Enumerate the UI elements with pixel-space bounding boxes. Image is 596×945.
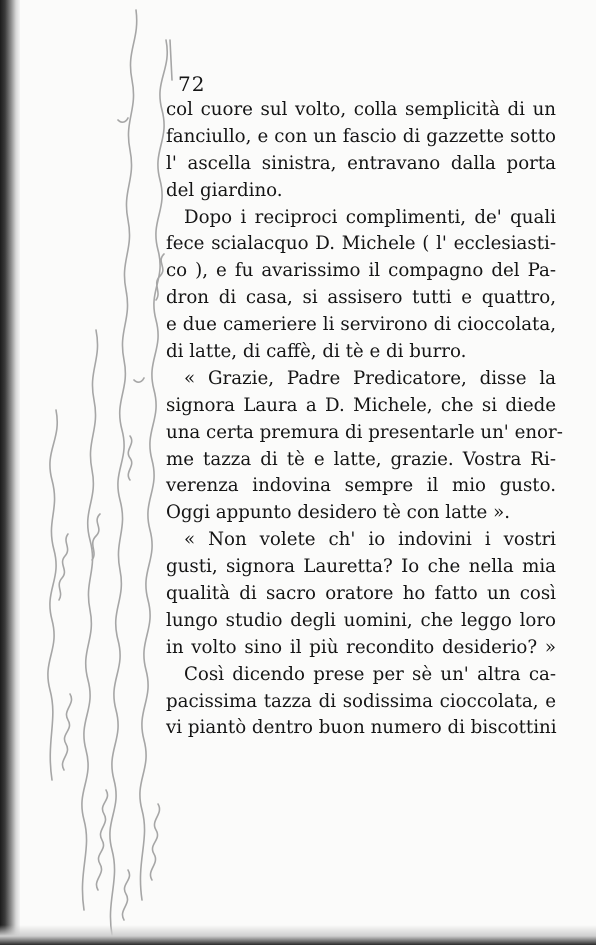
text-line: dron di casa, si assisero tutti e quattro,: [166, 287, 556, 309]
text-line: « Grazie, Padre Predicatore, disse la: [184, 367, 556, 389]
text-line: verenza indovina sempre il mio gusto.: [166, 475, 556, 497]
text-line: in volto sino il più recondito desiderio? »: [166, 636, 556, 658]
text-line: vi piantò dentro buon numero di biscottini: [166, 717, 557, 739]
text-line: signora Laura a D. Michele, che si diede: [166, 394, 556, 416]
text-line: e due cameriere li servirono di cioccolata,: [166, 314, 556, 336]
text-line: lungo studio degli uomini, che leggo loro: [166, 609, 556, 631]
page-number: 72: [178, 72, 206, 96]
text-line: gusti, signora Lauretta? Io che nella mia: [166, 556, 556, 578]
text-line: Oggi appunto desidero tè con latte ».: [166, 502, 510, 524]
text-line: fece scialacquo D. Michele ( l' ecclesiasti-: [166, 233, 556, 255]
text-line: pacissima tazza di sodissima cioccolata, e: [166, 690, 556, 712]
text-line: co ), e fu avarissimo il compagno del Pa-: [166, 260, 556, 282]
text-line: del giardino.: [166, 179, 283, 201]
text-line: una certa premura di presentarle un' enor-: [166, 421, 563, 443]
handwritten-marginalia: [12, 0, 182, 945]
body-text: [166, 97, 563, 742]
binding-gutter: [0, 0, 20, 945]
text-line: col cuore sul volto, colla semplicità di un: [166, 99, 556, 120]
text-line: l' ascella sinistra, entravano dalla porta: [166, 152, 556, 174]
text-line: Così dicendo prese per sè un' altra ca-: [184, 663, 556, 685]
text-line: fanciullo, e con un fascio di gazzette sotto: [166, 125, 556, 147]
text-line: di latte, di caffè, di tè e di burro.: [166, 341, 467, 363]
text-line: Dopo i reciproci complimenti, de' quali: [184, 206, 556, 228]
page-bottom-edge: [0, 925, 596, 945]
text-line: me tazza di tè e latte, grazie. Vostra Ri-: [166, 448, 556, 470]
text-line: « Non volete ch' io indovini i vostri: [184, 529, 556, 551]
text-line: qualità di sacro oratore ho fatto un così: [166, 583, 556, 605]
